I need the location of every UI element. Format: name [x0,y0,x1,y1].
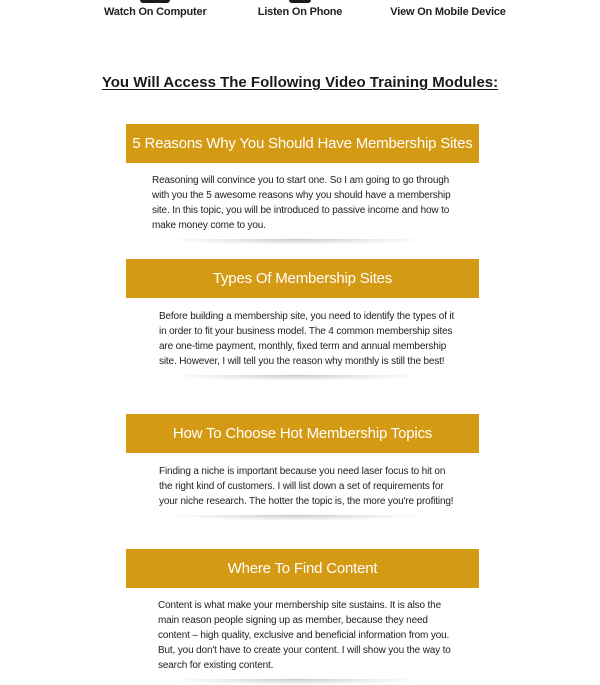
modules-heading-text: You Will Access The Following Video Training Modules: [101,74,499,91]
device-tablet [390,0,506,18]
phone-icon [289,0,311,3]
module-description: Content is what make your membership site sustains. It is also the main reason people signing up as member, because they need content – high quality, exclusive and beneficial information from you. But, you don't have to create your content. I will show you the way to search for existing content. [158,600,451,671]
module-card-2 [126,259,479,381]
module-description: Before building a membership site, you need to identify the types of it in order to fit your business model. The 4 common membership sites are one-time payment, monthly, fixed term and annual membership site. However, I will tell you the reason why monthly is still the best! [159,311,455,367]
device-computer [104,0,206,18]
module-card-1 [126,124,479,245]
module-divider [166,679,426,685]
computer-icon [140,0,170,3]
module-title: How To Choose Hot Membership Topics [126,414,479,453]
device-phone [256,0,344,18]
module-divider [162,239,432,245]
module-card-3 [126,414,479,521]
modules-heading [0,74,600,91]
device-label-tablet: View On Mobile Device [390,6,506,18]
module-divider [166,515,426,521]
device-label-phone: Listen On Phone [257,6,343,18]
module-title: Where To Find Content [126,549,479,588]
module-card-4 [126,549,479,685]
module-title: Types Of Membership Sites [126,259,479,298]
module-title: 5 Reasons Why You Should Have Membership Sites [126,124,479,163]
module-divider [166,375,426,381]
module-description: Finding a niche is important because you need laser focus to hit on the right kind of customers. I will list down a set of requirements for your niche research. The hotter the topic is, the more you're profiting! [159,466,454,507]
module-description: Reasoning will convince you to start one. So I am going to go through with you the 5 awesome reasons why you should have a membership site. In this topic, you will be introduced to passive income and how to make money come to you. [152,175,451,231]
device-label-computer: Watch On Computer [104,6,207,18]
device-options-row [0,0,600,22]
